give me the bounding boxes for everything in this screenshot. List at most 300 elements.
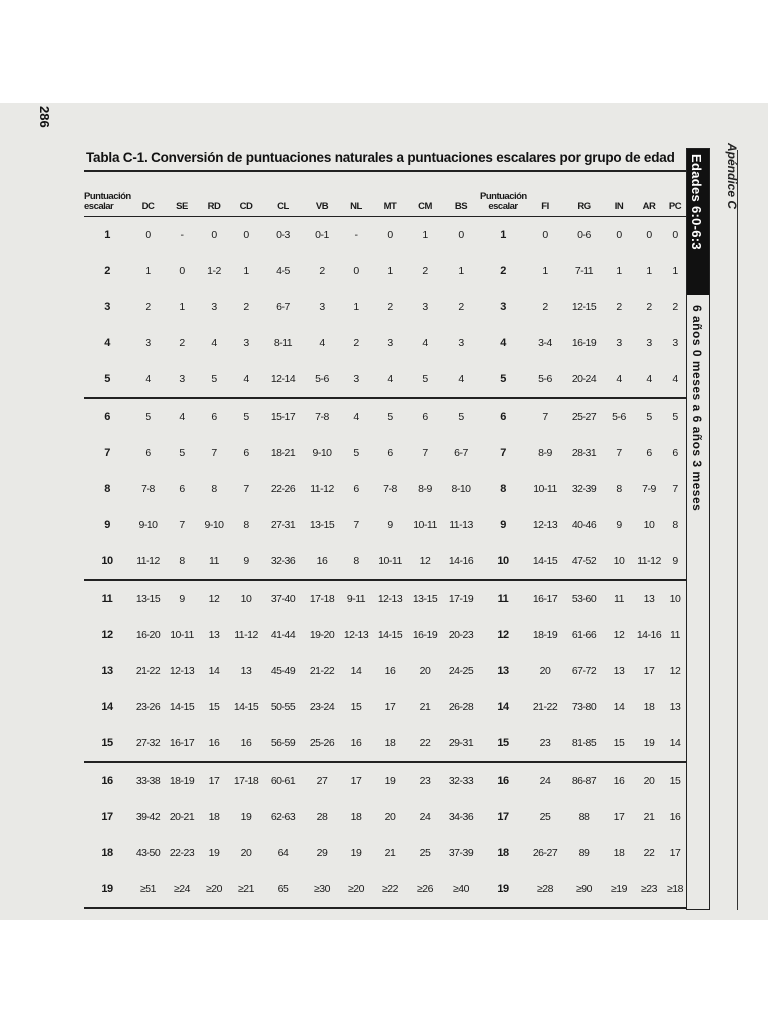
- table-cell: 11-12: [234, 629, 258, 641]
- table-cell: 15: [208, 701, 220, 713]
- table-cell: 12: [208, 593, 220, 605]
- table-cell: 9-10: [312, 447, 332, 459]
- table-cell: 24: [539, 775, 551, 787]
- table-cell: 4: [179, 411, 185, 423]
- age-group-title: Edades 6:0-6:3: [689, 154, 704, 250]
- table-cell: 18-19: [532, 629, 558, 641]
- table-cell: 4: [372, 361, 408, 398]
- table-cell: 47-52: [564, 543, 604, 580]
- table-cell: 24: [419, 811, 431, 823]
- table-cell: 14: [208, 665, 220, 677]
- table-cell: 5: [672, 411, 678, 423]
- table-cell: 3: [166, 361, 198, 398]
- table-cell: 21-22: [309, 665, 335, 677]
- table-cell: 18: [372, 725, 408, 762]
- table-cell: 8-11: [273, 337, 293, 349]
- table-cell: 5-6: [526, 361, 564, 398]
- table-cell: 4: [422, 337, 428, 349]
- table-cell: 9-10: [138, 519, 158, 531]
- table-cell: 5: [480, 361, 526, 398]
- table-cell: 5: [387, 411, 393, 423]
- conversion-table: [84, 170, 686, 909]
- column-header-13: RG: [564, 171, 604, 217]
- table-cell: 2: [458, 301, 464, 313]
- table-cell: 3: [646, 337, 652, 349]
- table-cell: 12-13: [532, 519, 558, 531]
- table-cell: 29: [316, 847, 328, 859]
- appendix-label: Apéndice C: [725, 143, 739, 210]
- table-cell: 0: [243, 229, 249, 241]
- table-cell: 5: [198, 361, 230, 398]
- table-cell: 9-10: [204, 519, 224, 531]
- table-cell: 25: [539, 811, 551, 823]
- table-row: [84, 325, 686, 361]
- table-cell: 14: [350, 665, 362, 677]
- table-cell: 16: [340, 725, 372, 762]
- table-cell: 7-8: [315, 411, 329, 423]
- table-cell: 18: [208, 811, 220, 823]
- table-cell: ≥23: [634, 871, 664, 908]
- table-cell: 20-21: [169, 811, 195, 823]
- table-row: [84, 799, 686, 835]
- table-cell: 16: [230, 725, 262, 762]
- table-cell: 32-36: [262, 543, 304, 580]
- table-cell: 14: [497, 701, 509, 713]
- table-cell: 7: [211, 447, 217, 459]
- column-header-10: BS: [442, 171, 480, 217]
- column-header-6: VB: [304, 171, 340, 217]
- age-group-range: 6 años 0 meses a 6 años 3 meses: [690, 305, 704, 512]
- table-cell: 27-31: [270, 519, 296, 531]
- table-cell: 15: [84, 725, 130, 762]
- table-cell: 10: [669, 593, 681, 605]
- table-cell: 16: [613, 775, 625, 787]
- table-cell: 6: [211, 411, 217, 423]
- table-cell: 15-17: [270, 411, 296, 423]
- table-cell: 2: [145, 301, 151, 313]
- table-cell: 0: [353, 265, 359, 277]
- table-cell: 20-24: [564, 361, 604, 398]
- table-row: [84, 471, 686, 507]
- table-cell: 5: [84, 361, 130, 398]
- table-cell: 6: [500, 411, 506, 423]
- table-cell: 6: [646, 447, 652, 459]
- table-cell: 12: [497, 629, 509, 641]
- table-cell: 62-63: [270, 811, 296, 823]
- table-cell: 7-11: [574, 265, 594, 277]
- table-cell: -: [354, 229, 358, 241]
- table-cell: 21-22: [532, 701, 558, 713]
- table-cell: 3: [145, 337, 151, 349]
- table-cell: 9: [179, 593, 185, 605]
- table-cell: 5: [408, 361, 442, 398]
- table-cell: 89: [578, 847, 590, 859]
- table-cell: 8: [340, 543, 372, 580]
- table-cell: 16: [669, 811, 681, 823]
- table-cell: 39-42: [135, 811, 161, 823]
- table-cell: 86-87: [571, 775, 597, 787]
- table-cell: 10-11: [413, 519, 437, 531]
- table-cell: 5: [353, 447, 359, 459]
- table-cell: 32-39: [571, 483, 597, 495]
- table-row: [84, 253, 686, 289]
- table-cell: 2: [243, 301, 249, 313]
- table-cell: 2: [319, 265, 325, 277]
- table-cell: 5-6: [612, 411, 626, 423]
- table-cell: 29-31: [442, 725, 480, 762]
- table-cell: 0: [616, 229, 622, 241]
- table-cell: 3-4: [538, 337, 552, 349]
- table-cell: 5-6: [304, 361, 340, 398]
- table-cell: 13: [669, 701, 681, 713]
- table-cell: ≥24: [166, 871, 198, 908]
- table-cell: 19-20: [309, 629, 335, 641]
- table-cell: 40-46: [571, 519, 597, 531]
- table-cell: 4: [500, 337, 506, 349]
- table-cell: 1: [672, 265, 678, 277]
- table-cell: 7: [353, 519, 359, 531]
- table-cell: 21: [643, 811, 655, 823]
- table-cell: 0: [672, 229, 678, 241]
- table-header-row: [84, 171, 686, 217]
- table-cell: 8: [672, 519, 678, 531]
- table-cell: 25: [419, 847, 431, 859]
- table-cell: 4: [319, 337, 325, 349]
- table-cell: 1: [646, 265, 652, 277]
- table-cell: 8-9: [538, 447, 552, 459]
- age-group-box: [686, 148, 710, 910]
- table-cell: 12-13: [169, 665, 195, 677]
- table-cell: 5: [179, 447, 185, 459]
- table-cell: 28: [316, 811, 328, 823]
- table-cell: 27: [316, 775, 328, 787]
- table-cell: 2: [500, 265, 506, 277]
- table-cell: 10-11: [533, 483, 557, 495]
- table-cell: 11: [198, 543, 230, 580]
- table-cell: ≥20: [340, 871, 372, 908]
- table-cell: 0: [542, 229, 548, 241]
- table-cell: 22: [643, 847, 655, 859]
- table-cell: 17-18: [309, 593, 335, 605]
- column-header-14: IN: [604, 171, 634, 217]
- table-body: [84, 217, 686, 909]
- table-cell: 1: [104, 229, 110, 241]
- table-cell: 16: [198, 725, 230, 762]
- table-cell: 28-31: [571, 447, 597, 459]
- table-cell: 11: [670, 629, 680, 641]
- table-cell: 17: [384, 701, 396, 713]
- table-cell: 12-14: [262, 361, 304, 398]
- table-cell: 1: [179, 301, 185, 313]
- table-cell: 2: [387, 301, 393, 313]
- table-cell: 23: [526, 725, 564, 762]
- column-header-12: FI: [526, 171, 564, 217]
- table-cell: 13: [240, 665, 252, 677]
- table-cell: 20-23: [448, 629, 474, 641]
- table-cell: 3: [387, 337, 393, 349]
- table-cell: 5: [145, 411, 151, 423]
- table-cell: 6: [422, 411, 428, 423]
- table-cell: ≥30: [304, 871, 340, 908]
- table-cell: 12-15: [571, 301, 597, 313]
- table-cell: -: [180, 229, 184, 241]
- table-cell: 6: [672, 447, 678, 459]
- table-row: [84, 435, 686, 471]
- table-cell: 7: [672, 483, 678, 495]
- table-cell: 3: [319, 301, 325, 313]
- table-cell: 3: [422, 301, 428, 313]
- table-cell: 4: [130, 361, 166, 398]
- table-cell: 1: [243, 265, 249, 277]
- table-cell: 11-12: [310, 483, 334, 495]
- table-row: [84, 689, 686, 725]
- table-cell: 16-19: [571, 337, 597, 349]
- table-cell: 17: [643, 665, 655, 677]
- table-cell: 19: [384, 775, 396, 787]
- table-cell: 19: [240, 811, 252, 823]
- table-cell: 64: [277, 847, 289, 859]
- table-cell: 4: [604, 361, 634, 398]
- table-cell: 24-25: [448, 665, 474, 677]
- table-cell: 1: [387, 265, 393, 277]
- table-row: [84, 762, 686, 799]
- table-cell: ≥26: [408, 871, 442, 908]
- table-cell: ≥51: [130, 871, 166, 908]
- table-cell: 1: [500, 229, 506, 241]
- table-cell: 10: [643, 519, 655, 531]
- table-cell: 4: [230, 361, 262, 398]
- table-cell: 19: [208, 847, 220, 859]
- table-cell: 73-80: [571, 701, 597, 713]
- table-cell: 11: [101, 593, 113, 605]
- table-cell: 23-26: [135, 701, 161, 713]
- table-cell: 12: [669, 665, 681, 677]
- table-cell: 18: [643, 701, 655, 713]
- table-row: [84, 835, 686, 871]
- table-cell: 16: [384, 665, 396, 677]
- table-cell: 4: [104, 337, 110, 349]
- table-cell: 16-19: [412, 629, 438, 641]
- table-cell: ≥28: [526, 871, 564, 908]
- table-cell: 12-13: [343, 629, 369, 641]
- table-cell: 0-6: [577, 229, 591, 241]
- table-cell: 3: [104, 301, 110, 313]
- table-cell: 1: [616, 265, 622, 277]
- column-header-15: AR: [634, 171, 664, 217]
- column-header-9: CM: [408, 171, 442, 217]
- column-header-3: RD: [198, 171, 230, 217]
- table-cell: 4: [664, 361, 686, 398]
- table-cell: 1: [458, 265, 464, 277]
- table-cell: 14: [613, 701, 625, 713]
- table-cell: 1: [542, 265, 548, 277]
- table-cell: 25-27: [571, 411, 597, 423]
- table-cell: 6: [243, 447, 249, 459]
- table-cell: 8: [166, 543, 198, 580]
- table-cell: 19: [350, 847, 362, 859]
- table-row: [84, 580, 686, 617]
- table-cell: 11: [497, 593, 509, 605]
- table-cell: 6: [104, 411, 110, 423]
- table-cell: 7: [616, 447, 622, 459]
- table-cell: 14-16: [636, 629, 662, 641]
- table-cell: 15: [669, 775, 681, 787]
- table-cell: 14: [101, 701, 113, 713]
- table-cell: 7-8: [141, 483, 155, 495]
- table-cell: 7: [542, 411, 548, 423]
- table-cell: 15: [480, 725, 526, 762]
- table-cell: 7: [179, 519, 185, 531]
- table-cell: 0: [387, 229, 393, 241]
- table-cell: 3: [672, 337, 678, 349]
- table-cell: 4: [353, 411, 359, 423]
- table-cell: 0: [646, 229, 652, 241]
- table-cell: 14-15: [233, 701, 259, 713]
- table-cell: 19: [480, 871, 526, 908]
- table-cell: 8: [243, 519, 249, 531]
- table-row: [84, 871, 686, 908]
- table-cell: 3: [500, 301, 506, 313]
- table-cell: 20: [384, 811, 396, 823]
- table-cell: 5: [646, 411, 652, 423]
- table-cell: 9: [230, 543, 262, 580]
- table-cell: 18: [350, 811, 362, 823]
- table-cell: ≥22: [372, 871, 408, 908]
- table-cell: 16: [101, 775, 113, 787]
- table-cell: 12: [613, 629, 625, 641]
- table-cell: 17: [208, 775, 220, 787]
- table-cell: 4: [211, 337, 217, 349]
- table-cell: 17-19: [448, 593, 474, 605]
- table-cell: 1: [353, 301, 359, 313]
- table-cell: 1-2: [207, 265, 221, 277]
- table-cell: 0-3: [276, 229, 290, 241]
- table-cell: 13: [101, 665, 113, 677]
- table-cell: 34-36: [448, 811, 474, 823]
- table-cell: 8: [104, 483, 110, 495]
- table-cell: 10: [240, 593, 252, 605]
- table-row: [84, 543, 686, 580]
- table-cell: 20: [419, 665, 431, 677]
- table-cell: 14-15: [169, 701, 195, 713]
- table-cell: 11-12: [130, 543, 166, 580]
- table-cell: 67-72: [571, 665, 597, 677]
- table-cell: 5: [243, 411, 249, 423]
- table-cell: 7: [422, 447, 428, 459]
- column-header-5: CL: [262, 171, 304, 217]
- table-cell: 2: [179, 337, 185, 349]
- table-row: [84, 217, 686, 254]
- table-cell: 0: [179, 265, 185, 277]
- column-header-1: DC: [130, 171, 166, 217]
- table-cell: 16-17: [166, 725, 198, 762]
- table-cell: 9: [500, 519, 506, 531]
- table-cell: 2: [672, 301, 678, 313]
- table-cell: 17-18: [233, 775, 259, 787]
- table-cell: 16-20: [135, 629, 161, 641]
- table-cell: ≥21: [230, 871, 262, 908]
- table-cell: 20: [240, 847, 252, 859]
- table-cell: 18: [101, 847, 113, 859]
- table-cell: 60-61: [270, 775, 296, 787]
- table-cell: 4-5: [276, 265, 290, 277]
- table-cell: 18-21: [270, 447, 296, 459]
- table-cell: 21: [419, 701, 431, 713]
- table-cell: 43-50: [135, 847, 161, 859]
- table-cell: 27-32: [130, 725, 166, 762]
- table-cell: 9: [664, 543, 686, 580]
- table-cell: 12-13: [377, 593, 403, 605]
- table-cell: 17: [101, 811, 113, 823]
- table-cell: 6-7: [454, 447, 468, 459]
- table-cell: 6: [387, 447, 393, 459]
- table-cell: 11-13: [449, 519, 473, 531]
- table-cell: 0: [211, 229, 217, 241]
- table-cell: 13-15: [135, 593, 161, 605]
- table-cell: 8: [616, 483, 622, 495]
- table-cell: 3: [340, 361, 372, 398]
- table-cell: 9: [616, 519, 622, 531]
- table-cell: 17: [613, 811, 625, 823]
- table-cell: 21: [384, 847, 396, 859]
- table-cell: 41-44: [270, 629, 296, 641]
- table-cell: 19: [84, 871, 130, 908]
- column-header-2: SE: [166, 171, 198, 217]
- column-header-8: MT: [372, 171, 408, 217]
- table-cell: 7: [243, 483, 249, 495]
- table-cell: 6: [353, 483, 359, 495]
- table-cell: 3: [616, 337, 622, 349]
- table-cell: 10-11: [170, 629, 194, 641]
- table-cell: 7: [104, 447, 110, 459]
- table-cell: 45-49: [270, 665, 296, 677]
- table-cell: 22: [408, 725, 442, 762]
- table-cell: 2: [542, 301, 548, 313]
- table-cell: 81-85: [564, 725, 604, 762]
- table-cell: 20: [643, 775, 655, 787]
- table-cell: 14: [664, 725, 686, 762]
- table-cell: 3: [458, 337, 464, 349]
- table-cell: 9: [387, 519, 393, 531]
- table-row: [84, 725, 686, 762]
- table-cell: 10-11: [372, 543, 408, 580]
- table-cell: 1: [422, 229, 428, 241]
- table-row: [84, 398, 686, 435]
- table-cell: 13: [643, 593, 655, 605]
- table-cell: 33-38: [135, 775, 161, 787]
- table-cell: 88: [578, 811, 590, 823]
- table-row: [84, 289, 686, 325]
- table-cell: 61-66: [571, 629, 597, 641]
- table-cell: 50-55: [270, 701, 296, 713]
- table-cell: 2: [646, 301, 652, 313]
- table-cell: 2: [104, 265, 110, 277]
- table-cell: 20: [539, 665, 551, 677]
- table-cell: 10: [604, 543, 634, 580]
- table-cell: 4: [634, 361, 664, 398]
- table-cell: 15: [604, 725, 634, 762]
- table-cell: 1: [145, 265, 151, 277]
- table-cell: 12: [101, 629, 113, 641]
- table-cell: 25-26: [304, 725, 340, 762]
- table-cell: 37-39: [448, 847, 474, 859]
- table-cell: 16: [304, 543, 340, 580]
- table-cell: 19: [634, 725, 664, 762]
- table-row: [84, 653, 686, 689]
- table-cell: 18: [613, 847, 625, 859]
- table-caption: Tabla C-1. Conversión de puntuaciones naturales a puntuaciones escalares por grupo de edad: [86, 150, 675, 165]
- table-cell: ≥19: [604, 871, 634, 908]
